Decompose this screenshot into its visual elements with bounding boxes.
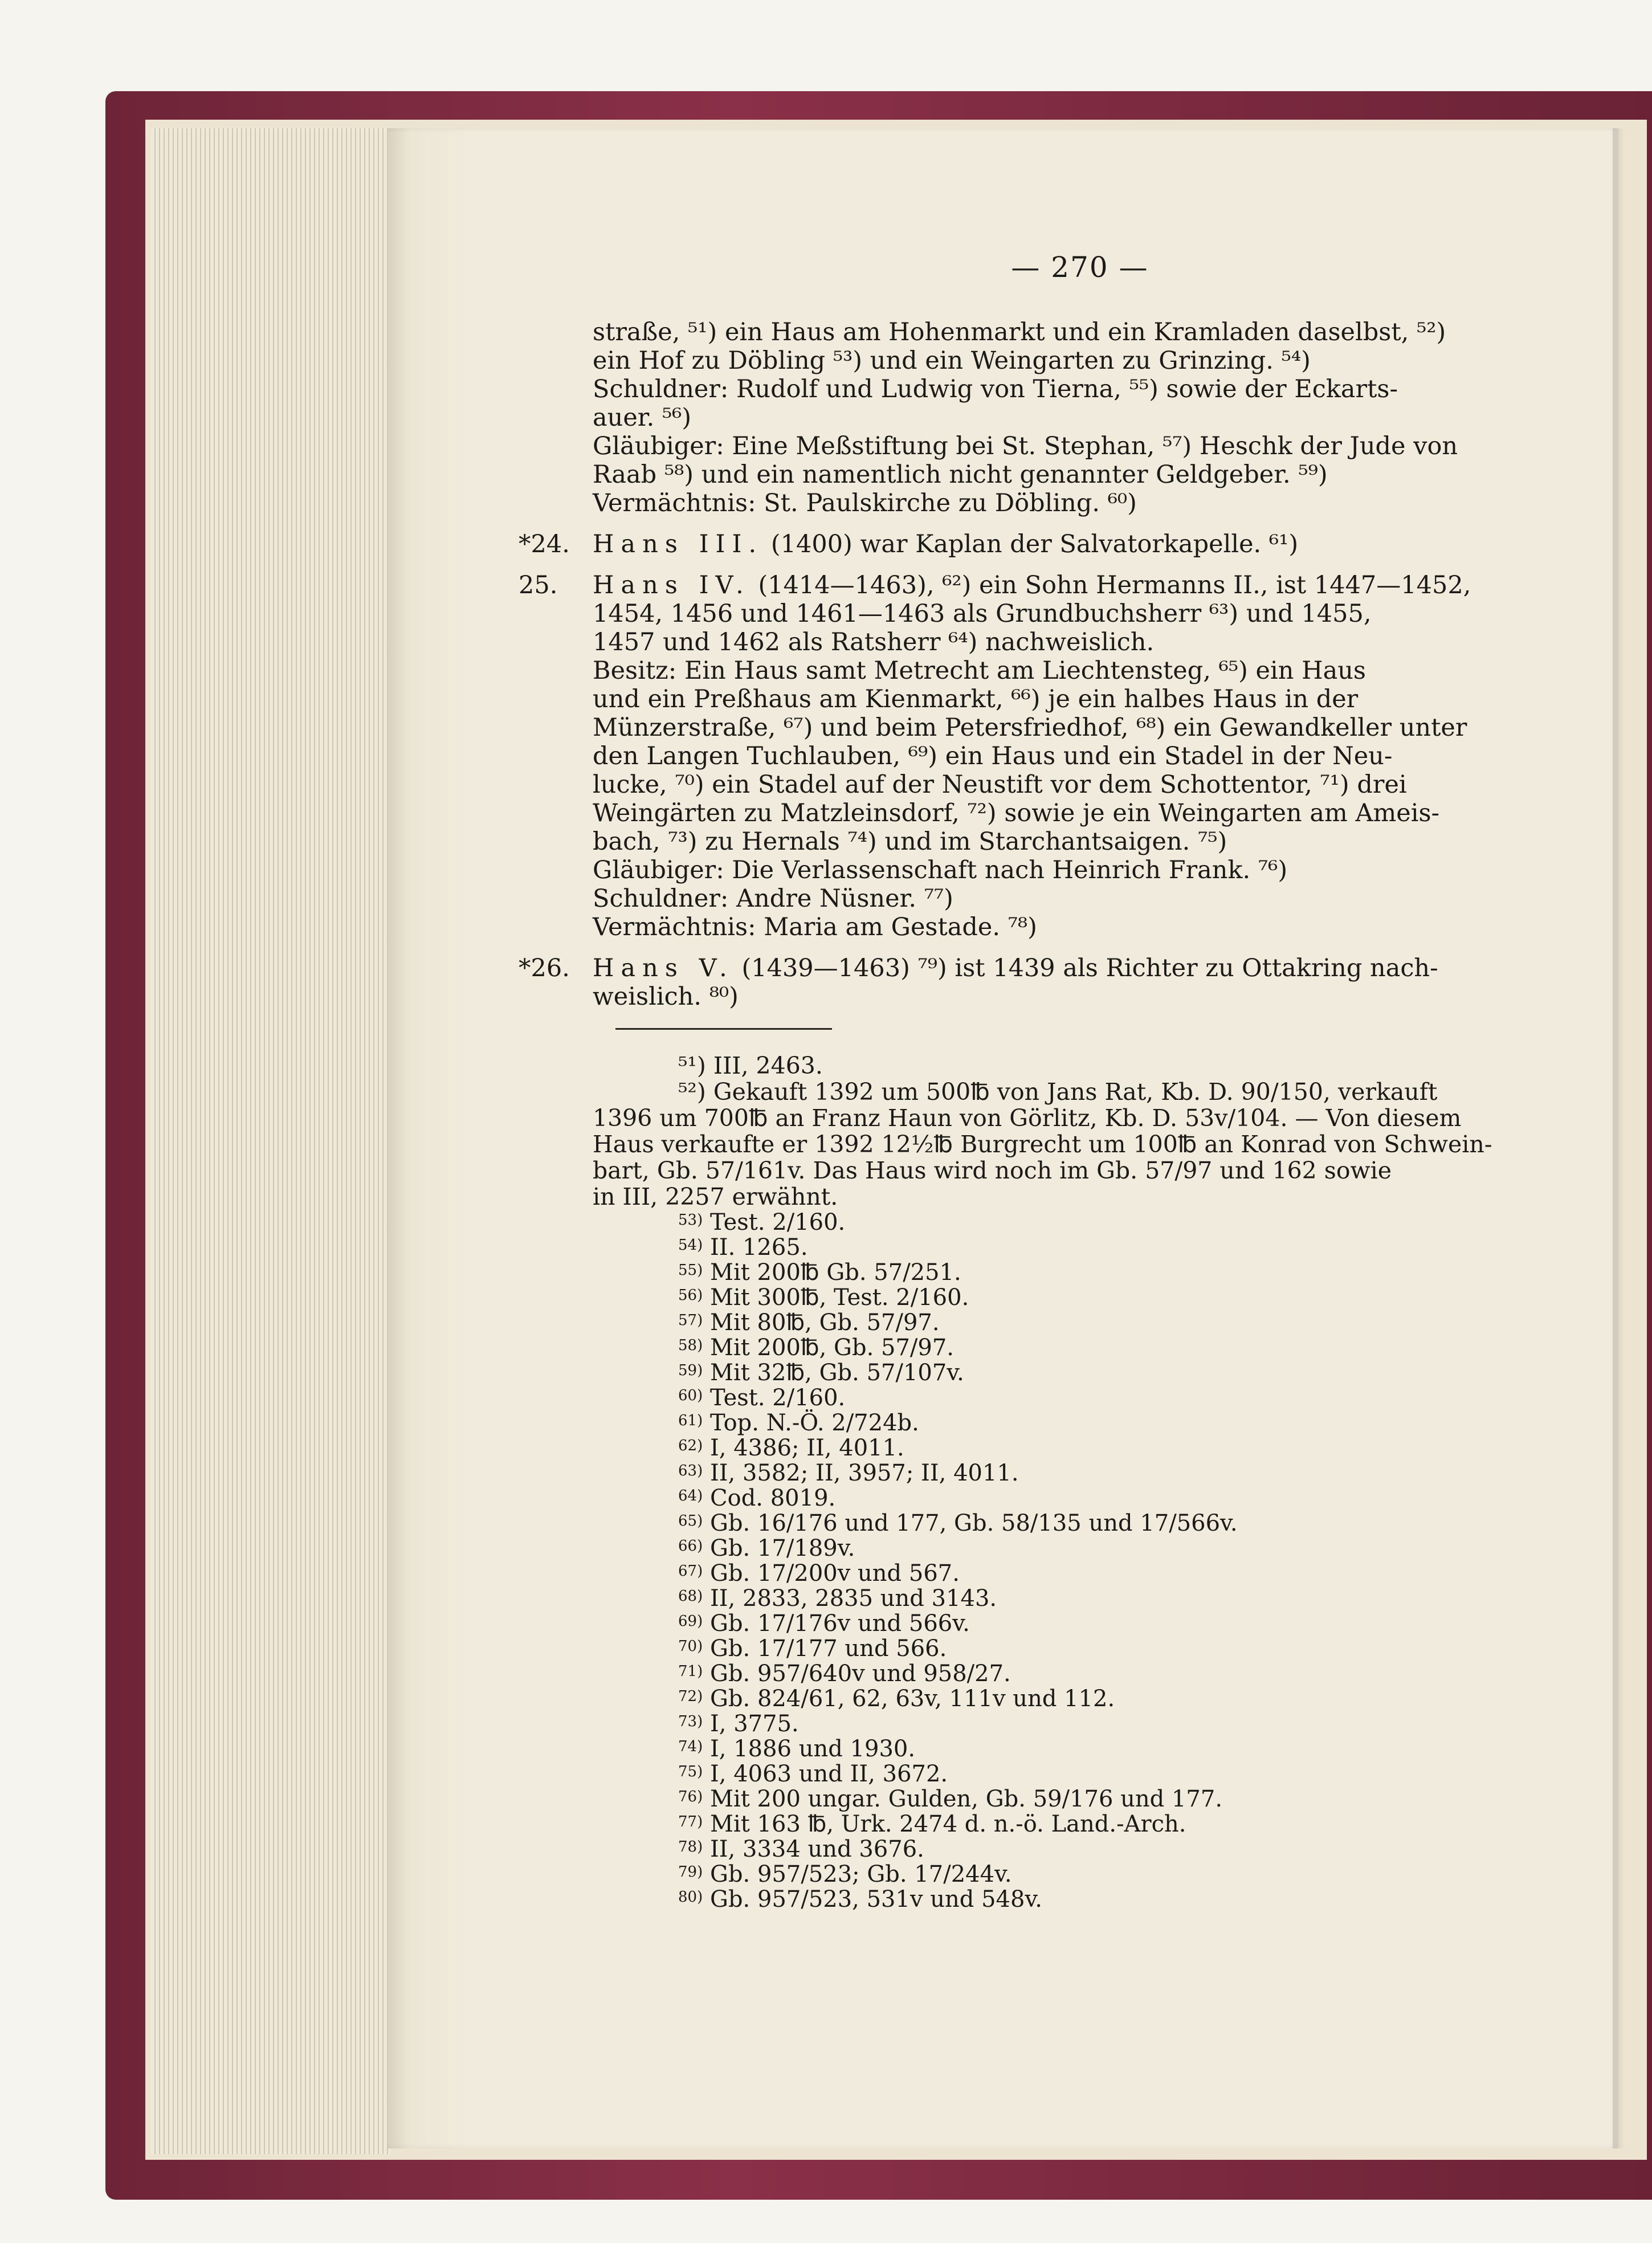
footnote-number: 59) bbox=[678, 1362, 703, 1379]
entry-24 bbox=[519, 530, 1567, 558]
footnote-line: bart, Gb. 57/161v. Das Haus wird noch im Gb. 57/97 und 162 sowie bbox=[593, 1157, 1392, 1184]
footnote-text: Mit 200℔ Gb. 57/251. bbox=[710, 1259, 961, 1286]
footnote-number: 62) bbox=[678, 1437, 703, 1454]
footnote-line: 1396 um 700℔ an Franz Haun von Görlitz, Kb. D. 53v/104. — Von diesem bbox=[593, 1104, 1462, 1132]
footnote-item bbox=[593, 1862, 1567, 1887]
text-line: auer. ⁵⁶) bbox=[593, 403, 692, 432]
footnote-item bbox=[593, 1335, 1567, 1360]
footnote-item bbox=[593, 1360, 1567, 1385]
text-line: den Langen Tuchlauben, ⁶⁹) ein Haus und ein Stadel in der Neu- bbox=[593, 742, 1393, 770]
footnote-line: ⁵²) Gekauft 1392 um 500℔ von Jans Rat, Kb. D. 90/150, verkauft bbox=[678, 1078, 1438, 1106]
footnote-number: 80) bbox=[678, 1889, 703, 1906]
footnote-text: Mit 200 ungar. Gulden, Gb. 59/176 und 177. bbox=[710, 1786, 1223, 1812]
footnote-number: 63) bbox=[678, 1462, 703, 1479]
footnote-item bbox=[593, 1310, 1567, 1335]
footnote-item bbox=[593, 1636, 1567, 1661]
footnote-item bbox=[593, 1837, 1567, 1862]
footnote-text: Gb. 17/200v und 567. bbox=[710, 1560, 960, 1587]
footnote-number: 61) bbox=[678, 1412, 703, 1429]
footnote-text: Gb. 16/176 und 177, Gb. 58/135 und 17/566v. bbox=[710, 1510, 1238, 1536]
footnote-number: 75) bbox=[678, 1763, 703, 1780]
footnote-text: II. 1265. bbox=[710, 1234, 808, 1261]
footnote-number: 74) bbox=[678, 1738, 703, 1755]
text-line: ein Hof zu Döbling ⁵³) und ein Weingarten zu Grinzing. ⁵⁴) bbox=[593, 346, 1311, 375]
footnote-item bbox=[593, 1486, 1567, 1511]
footnote-text: Mit 163 ℔, Urk. 2474 d. n.-ö. Land.-Arch. bbox=[710, 1811, 1186, 1837]
footnote-text: Test. 2/160. bbox=[710, 1385, 846, 1411]
text-line: (1400) war Kaplan der Salvatorkapelle. ⁶¹) bbox=[770, 530, 1299, 558]
footnote-text: Mit 200℔, Gb. 57/97. bbox=[710, 1335, 955, 1361]
entry-26 bbox=[519, 954, 1567, 1011]
text-line: Besitz: Ein Haus samt Metrecht am Liechtensteg, ⁶⁵) ein Haus bbox=[593, 656, 1366, 685]
footnote-item bbox=[593, 1260, 1567, 1285]
footnote-text: I, 1886 und 1930. bbox=[710, 1736, 916, 1762]
footnote-text: Mit 300℔, Test. 2/160. bbox=[710, 1284, 969, 1311]
footnote-item bbox=[593, 1461, 1567, 1486]
text-line: (1439—1463) ⁷⁹) ist 1439 als Richter zu Ottakring nach- bbox=[741, 954, 1438, 982]
text-line: bach, ⁷³) zu Hernals ⁷⁴) und im Starchantsaigen. ⁷⁵) bbox=[593, 827, 1227, 856]
text-line: Gläubiger: Die Verlassenschaft nach Heinrich Frank. ⁷⁶) bbox=[593, 856, 1288, 884]
footnote-item bbox=[593, 1736, 1567, 1761]
text-line: straße, ⁵¹) ein Haus am Hohenmarkt und ein Kramladen daselbst, ⁵²) bbox=[593, 318, 1446, 346]
footnote-text: Gb. 824/61, 62, 63v, 111v und 112. bbox=[710, 1686, 1115, 1712]
footnote-number: 58) bbox=[678, 1337, 703, 1354]
text-line: und ein Preßhaus am Kienmarkt, ⁶⁶) je ein halbes Haus in der bbox=[593, 685, 1359, 713]
page-number: — 270 — bbox=[1011, 251, 1149, 284]
footnote-text: Mit 80℔, Gb. 57/97. bbox=[710, 1310, 940, 1336]
footnote-number: 54) bbox=[678, 1237, 703, 1254]
entry-name: Hans IV. bbox=[593, 571, 750, 600]
text-line: Raab ⁵⁸) und ein namentlich nicht genannter Geldgeber. ⁵⁹) bbox=[593, 460, 1328, 489]
text-line: Weingärten zu Matzleinsdorf, ⁷²) sowie je ein Weingarten am Ameis- bbox=[593, 799, 1440, 827]
text-line: weislich. ⁸⁰) bbox=[593, 982, 739, 1011]
text-line: (1414—1463), ⁶²) ein Sohn Hermanns II., ist 1447—1452, bbox=[758, 571, 1471, 600]
footnote-number: 72) bbox=[678, 1688, 703, 1705]
footnote-item bbox=[593, 1887, 1567, 1912]
footnote-text: I, 3775. bbox=[710, 1711, 799, 1737]
page-text bbox=[519, 251, 1567, 1912]
page-gutter-shadow bbox=[1613, 128, 1624, 2148]
footnote-text: II, 2833, 2835 und 3143. bbox=[710, 1585, 997, 1612]
footnote-item bbox=[593, 1235, 1567, 1260]
footnote-text: Gb. 957/640v und 958/27. bbox=[710, 1661, 1011, 1687]
footnote-item bbox=[593, 1561, 1567, 1586]
footnote-number: 60) bbox=[678, 1387, 703, 1404]
entry-name: Hans III. bbox=[593, 530, 764, 558]
footnote-item bbox=[593, 1661, 1567, 1686]
footnote-text: Gb. 17/176v und 566v. bbox=[710, 1610, 970, 1637]
footnote-number: 56) bbox=[678, 1287, 703, 1304]
page-edges bbox=[151, 128, 390, 2154]
entry-number: *26. bbox=[519, 954, 570, 982]
footnote-block-long bbox=[593, 1053, 1567, 1210]
footnote-number: 66) bbox=[678, 1538, 703, 1555]
footnote-divider bbox=[615, 1028, 832, 1030]
footnote-text: I, 4063 und II, 3672. bbox=[710, 1761, 948, 1787]
footnote-number: 64) bbox=[678, 1487, 703, 1504]
entry-25 bbox=[519, 571, 1567, 941]
footnote-number: 78) bbox=[678, 1838, 703, 1855]
footnote-text: Gb. 17/177 und 566. bbox=[710, 1636, 947, 1662]
footnote-item bbox=[593, 1385, 1567, 1410]
footnote-number: 65) bbox=[678, 1512, 703, 1530]
entry-number: 25. bbox=[519, 571, 558, 600]
footnote-text: II, 3582; II, 3957; II, 4011. bbox=[710, 1460, 1019, 1486]
footnote-item bbox=[593, 1536, 1567, 1561]
footnote-text: Mit 32℔, Gb. 57/107v. bbox=[710, 1360, 964, 1386]
footnote-number: 55) bbox=[678, 1262, 703, 1279]
footnote-text: Gb. 957/523; Gb. 17/244v. bbox=[710, 1861, 1012, 1887]
text-line: 1457 und 1462 als Ratsherr ⁶⁴) nachweislich. bbox=[593, 628, 1155, 656]
text-line: Schuldner: Andre Nüsner. ⁷⁷) bbox=[593, 884, 953, 913]
text-line: Schuldner: Rudolf und Ludwig von Tierna, ⁵⁵) sowie der Eckarts- bbox=[593, 375, 1398, 403]
footnote-number: 69) bbox=[678, 1613, 703, 1630]
footnote-number: 67) bbox=[678, 1563, 703, 1580]
text-line: Münzerstraße, ⁶⁷) und beim Petersfriedhof, ⁶⁸) ein Gewandkeller unter bbox=[593, 713, 1467, 742]
top-paragraph bbox=[593, 318, 1567, 517]
footnote-number: 70) bbox=[678, 1638, 703, 1655]
footnote-text: Test. 2/160. bbox=[710, 1209, 846, 1235]
footnote-text: Top. N.-Ö. 2/724b. bbox=[710, 1410, 919, 1436]
footnote-item bbox=[593, 1761, 1567, 1787]
text-line: Gläubiger: Eine Meßstiftung bei St. Stephan, ⁵⁷) Heschk der Jude von bbox=[593, 432, 1458, 460]
footnote-text: II, 3334 und 3676. bbox=[710, 1836, 924, 1862]
text-line: lucke, ⁷⁰) ein Stadel auf der Neustift vor dem Schottentor, ⁷¹) drei bbox=[593, 770, 1407, 799]
footnote-number: 79) bbox=[678, 1863, 703, 1881]
footnote-item bbox=[593, 1210, 1567, 1235]
footnote-item bbox=[593, 1611, 1567, 1636]
footnote-number: 71) bbox=[678, 1663, 703, 1680]
footnote-number: 73) bbox=[678, 1713, 703, 1730]
text-line: 1454, 1456 und 1461—1463 als Grundbuchsherr ⁶³) und 1455, bbox=[593, 600, 1372, 628]
footnote-number: 76) bbox=[678, 1788, 703, 1805]
footnote-line: ⁵¹) III, 2463. bbox=[678, 1052, 823, 1079]
entry-name: Hans V. bbox=[593, 954, 734, 982]
footnote-item bbox=[593, 1787, 1567, 1812]
footnote-line: Haus verkaufte er 1392 12½℔ Burgrecht um 100℔ an Konrad von Schwein- bbox=[593, 1131, 1492, 1158]
footnote-item bbox=[593, 1285, 1567, 1310]
entry-first-line bbox=[519, 571, 1567, 600]
footnote-number: 77) bbox=[678, 1813, 703, 1830]
entry-first-line bbox=[519, 954, 1567, 982]
footnote-number: 53) bbox=[678, 1212, 703, 1229]
footnote-item bbox=[593, 1686, 1567, 1711]
footnote-text: I, 4386; II, 4011. bbox=[710, 1435, 904, 1461]
footnote-item bbox=[593, 1711, 1567, 1736]
footnote-item bbox=[593, 1435, 1567, 1461]
text-line: Vermächtnis: Maria am Gestade. ⁷⁸) bbox=[593, 913, 1037, 941]
footnote-list bbox=[593, 1210, 1567, 1912]
footnote-text: Gb. 957/523, 531v und 548v. bbox=[710, 1886, 1043, 1912]
footnote-number: 57) bbox=[678, 1312, 703, 1329]
footnote-number: 68) bbox=[678, 1588, 703, 1605]
text-line: Vermächtnis: St. Paulskirche zu Döbling. ⁶⁰) bbox=[593, 489, 1137, 517]
footnote-text: Gb. 17/189v. bbox=[710, 1535, 855, 1561]
footnote-item bbox=[593, 1410, 1567, 1435]
footnote-item bbox=[593, 1511, 1567, 1536]
footnote-text: Cod. 8019. bbox=[710, 1485, 836, 1511]
footnote-item bbox=[593, 1812, 1567, 1837]
footnote-item bbox=[593, 1586, 1567, 1611]
entry-first-line bbox=[519, 530, 1567, 558]
footnote-line: in III, 2257 erwähnt. bbox=[593, 1183, 838, 1210]
entry-number: *24. bbox=[519, 530, 570, 558]
